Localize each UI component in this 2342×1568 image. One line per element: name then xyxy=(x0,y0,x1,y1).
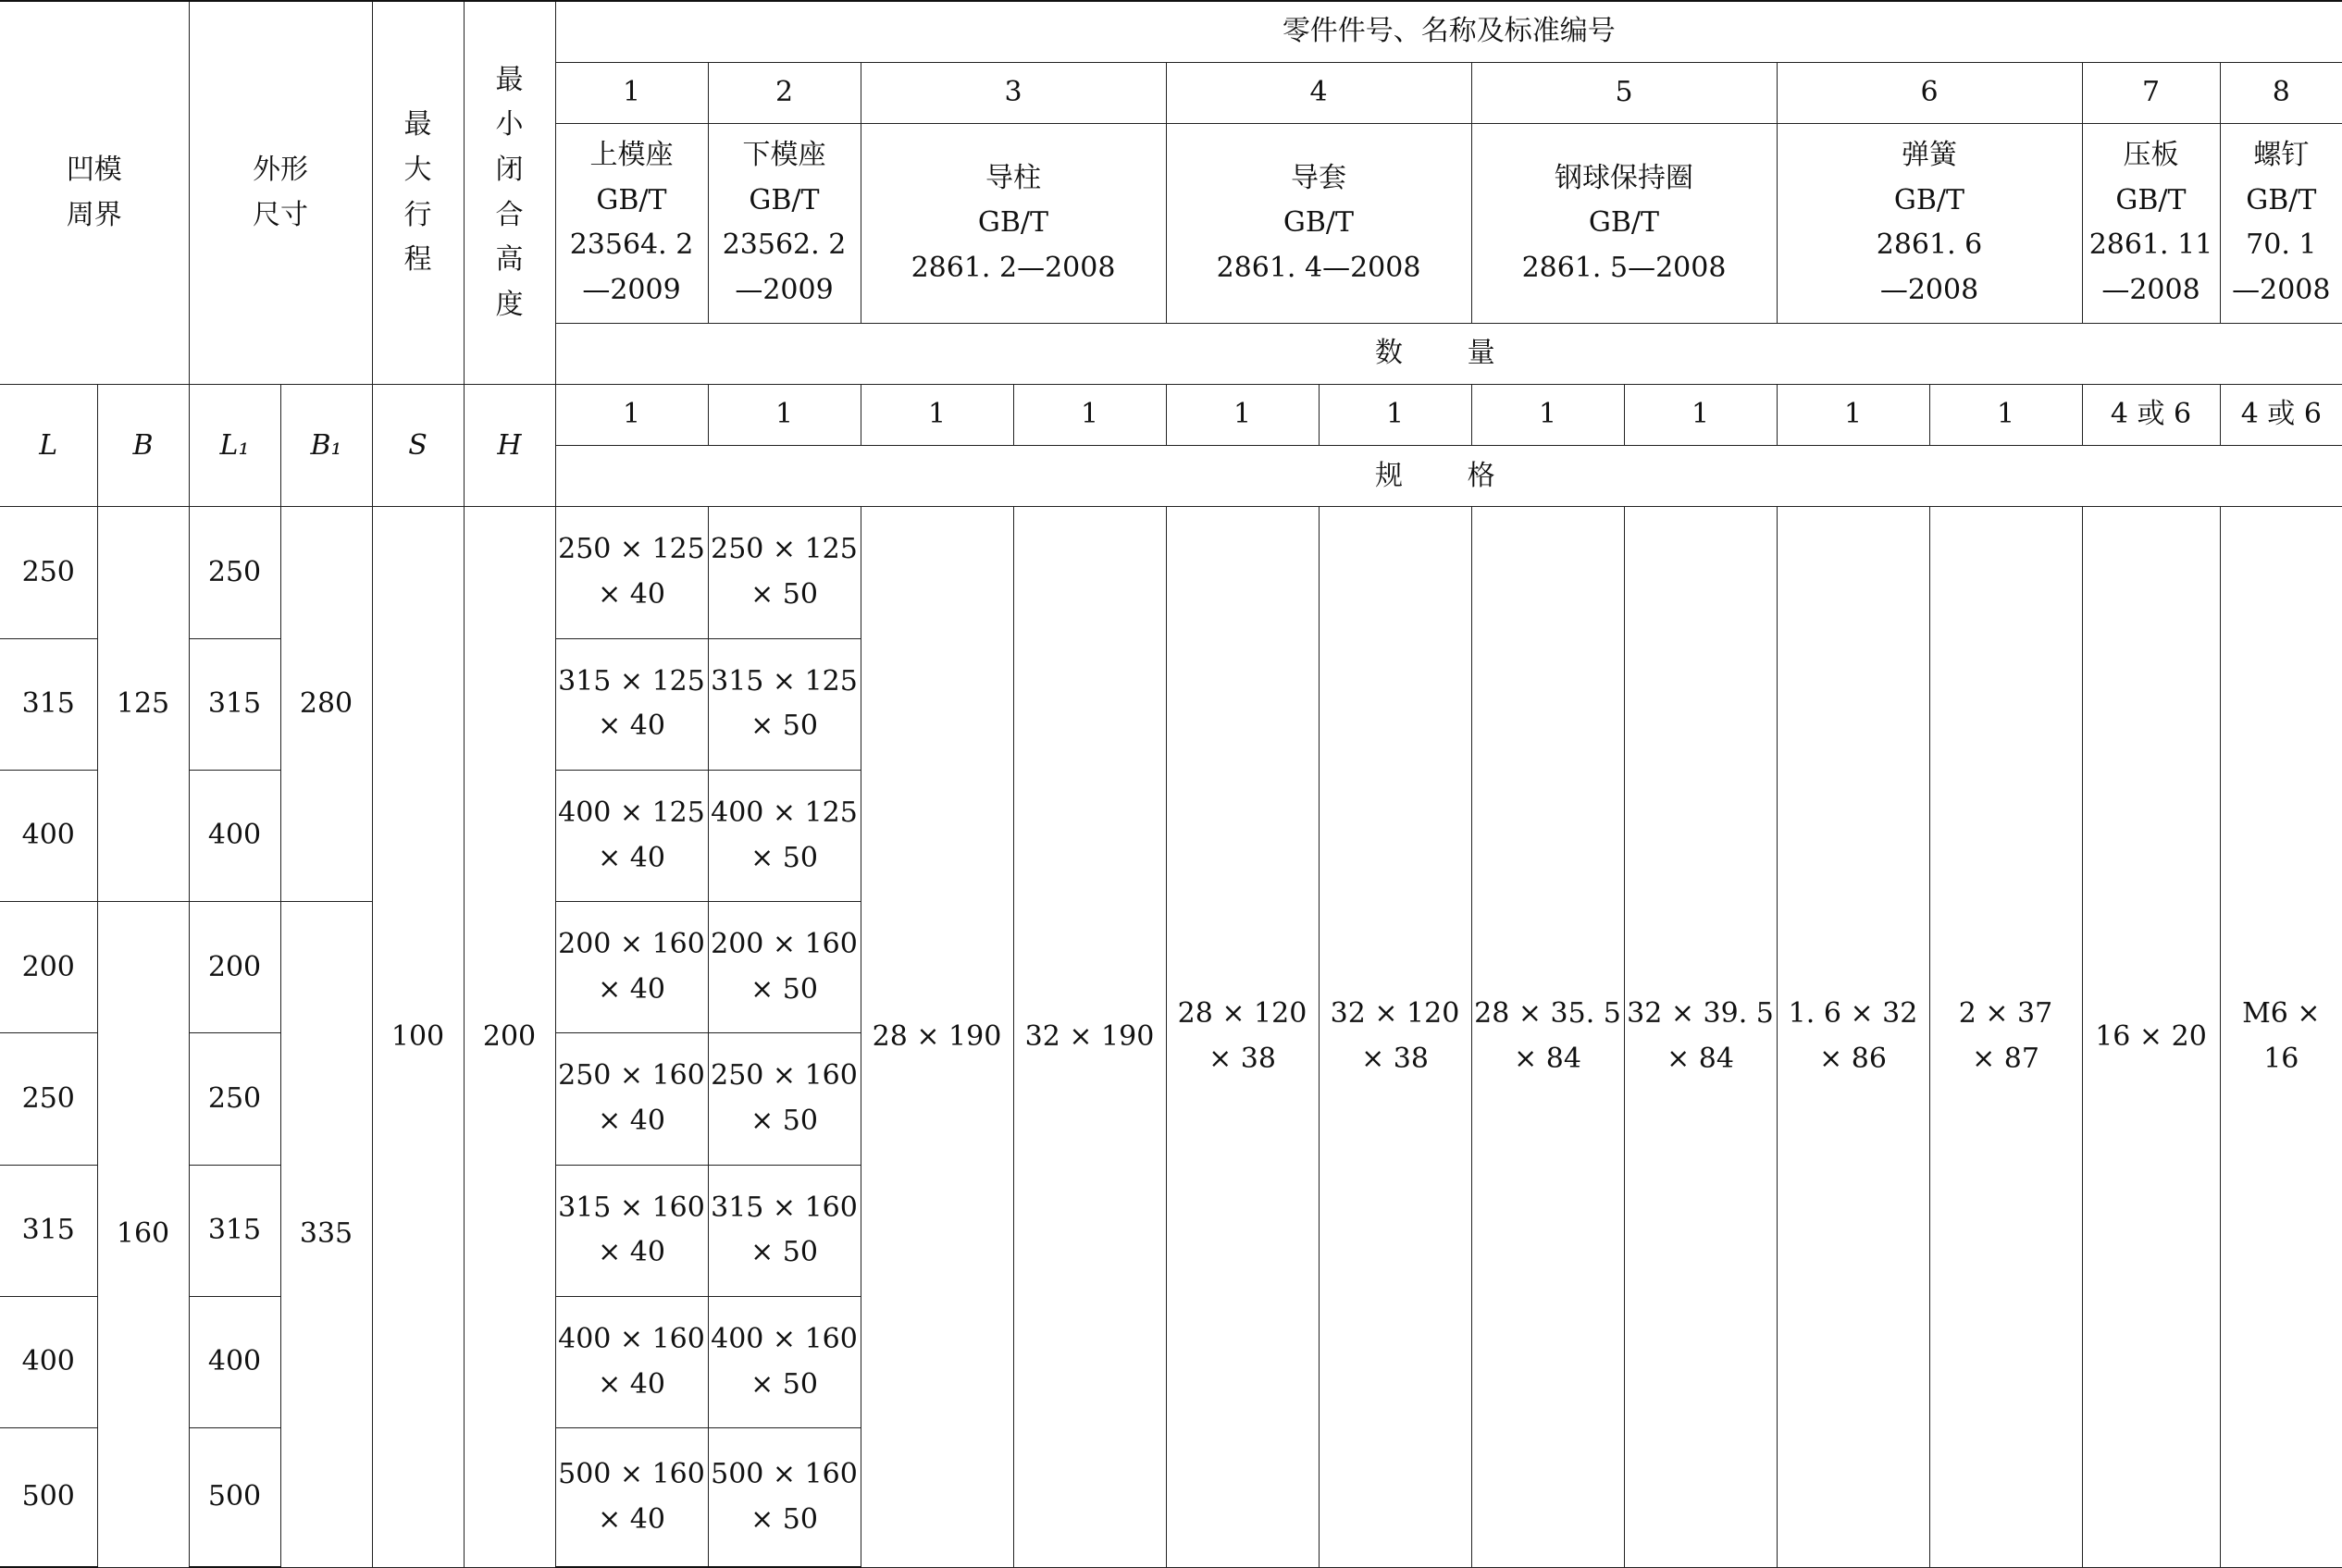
quantity-cell: 1 xyxy=(1929,385,2082,446)
quantity-cell: 1 xyxy=(708,385,861,446)
cell-L1: 400 xyxy=(189,770,280,901)
cell-L1: 400 xyxy=(189,1296,280,1427)
part-name-standard: 钢球保持圈 GB/T 2861. 5—2008 xyxy=(1471,123,1777,323)
upper-die-seat-spec: 315 × 160 × 40 xyxy=(555,1165,708,1296)
quantity-cell: 1 xyxy=(1624,385,1777,446)
guide-bush-spec: 32 × 120 × 38 xyxy=(1319,507,1471,1567)
cell-L: 315 xyxy=(0,1165,97,1296)
quantity-cell: 1 xyxy=(1013,385,1166,446)
cell-B: 160 xyxy=(97,902,189,1567)
cell-L1: 500 xyxy=(189,1428,280,1567)
symbol-B1: B₁ xyxy=(280,385,372,507)
cell-L: 250 xyxy=(0,507,97,638)
lower-die-seat-spec: 250 × 125 × 50 xyxy=(708,507,861,638)
guide-bush-spec: 28 × 120 × 38 xyxy=(1166,507,1319,1567)
cell-L1: 200 xyxy=(189,902,280,1033)
ball-cage-spec: 32 × 39. 5 × 84 xyxy=(1624,507,1777,1567)
lower-die-seat-spec: 400 × 160 × 50 xyxy=(708,1296,861,1427)
part-number: 3 xyxy=(861,62,1166,123)
upper-die-seat-spec: 250 × 125 × 40 xyxy=(555,507,708,638)
quantity-header: 数 量 xyxy=(555,324,2342,385)
part-number: 1 xyxy=(555,62,708,123)
quantity-cell: 1 xyxy=(861,385,1013,446)
part-number: 4 xyxy=(1166,62,1471,123)
part-number: 7 xyxy=(2082,62,2220,123)
cell-L: 200 xyxy=(0,902,97,1033)
outline-size-header: 外形 尺寸 xyxy=(189,1,372,385)
quantity-cell: 1 xyxy=(1166,385,1319,446)
screw-spec: M6 × 16 xyxy=(2220,507,2342,1567)
lower-die-seat-spec: 315 × 160 × 50 xyxy=(708,1165,861,1296)
upper-die-seat-spec: 200 × 160 × 40 xyxy=(555,902,708,1033)
upper-die-seat-spec: 315 × 125 × 40 xyxy=(555,638,708,770)
cell-S: 100 xyxy=(372,507,464,1567)
part-name-standard: 上模座 GB/T 23564. 2 —2009 xyxy=(555,123,708,323)
die-perimeter-header: 凹模 周界 xyxy=(0,1,189,385)
lower-die-seat-spec: 500 × 160 × 50 xyxy=(708,1428,861,1567)
upper-die-seat-spec: 250 × 160 × 40 xyxy=(555,1033,708,1165)
cell-B1: 280 xyxy=(280,507,372,902)
max-stroke-header: 最 大 行 程 xyxy=(372,1,464,385)
cell-L: 250 xyxy=(0,1033,97,1165)
guide-pillar-spec: 32 × 190 xyxy=(1013,507,1166,1567)
lower-die-seat-spec: 315 × 125 × 50 xyxy=(708,638,861,770)
cell-B: 125 xyxy=(97,507,189,902)
lower-die-seat-spec: 250 × 160 × 50 xyxy=(708,1033,861,1165)
symbol-B: B xyxy=(97,385,189,507)
part-name-standard: 压板 GB/T 2861. 11 —2008 xyxy=(2082,123,2220,323)
ball-cage-spec: 28 × 35. 5 × 84 xyxy=(1471,507,1624,1567)
lower-die-seat-spec: 200 × 160 × 50 xyxy=(708,902,861,1033)
cell-L1: 315 xyxy=(189,1165,280,1296)
cell-L: 400 xyxy=(0,770,97,901)
guide-pillar-spec: 28 × 190 xyxy=(861,507,1013,1567)
part-name-standard: 弹簧 GB/T 2861. 6 —2008 xyxy=(1777,123,2082,323)
upper-die-seat-spec: 400 × 125 × 40 xyxy=(555,770,708,901)
part-number: 8 xyxy=(2220,62,2342,123)
upper-die-seat-spec: 400 × 160 × 40 xyxy=(555,1296,708,1427)
cell-B1: 335 xyxy=(280,902,372,1567)
part-number: 2 xyxy=(708,62,861,123)
lower-die-seat-spec: 400 × 125 × 50 xyxy=(708,770,861,901)
cell-L1: 315 xyxy=(189,638,280,770)
quantity-cell: 1 xyxy=(555,385,708,446)
symbol-L: L xyxy=(0,385,97,507)
cell-L: 500 xyxy=(0,1428,97,1567)
part-number: 6 xyxy=(1777,62,2082,123)
quantity-cell: 1 xyxy=(1319,385,1471,446)
part-name-standard: 导柱 GB/T 2861. 2—2008 xyxy=(861,123,1166,323)
cell-L: 315 xyxy=(0,638,97,770)
spec-header: 规 格 xyxy=(555,446,2342,507)
cell-L1: 250 xyxy=(189,507,280,638)
pressing-plate-spec: 16 × 20 xyxy=(2082,507,2220,1567)
part-name-standard: 导套 GB/T 2861. 4—2008 xyxy=(1166,123,1471,323)
quantity-cell: 4 或 6 xyxy=(2082,385,2220,446)
part-number: 5 xyxy=(1471,62,1777,123)
part-name-standard: 下模座 GB/T 23562. 2 —2009 xyxy=(708,123,861,323)
cell-L1: 250 xyxy=(189,1033,280,1165)
cell-L: 400 xyxy=(0,1296,97,1427)
symbol-H: H xyxy=(464,385,555,507)
parts-header: 零件件号、名称及标准编号 xyxy=(555,1,2342,62)
upper-die-seat-spec: 500 × 160 × 40 xyxy=(555,1428,708,1567)
spring-spec: 2 × 37 × 87 xyxy=(1929,507,2082,1567)
cell-H: 200 xyxy=(464,507,555,1567)
symbol-L1: L₁ xyxy=(189,385,280,507)
quantity-cell: 4 或 6 xyxy=(2220,385,2342,446)
spring-spec: 1. 6 × 32 × 86 xyxy=(1777,507,1929,1567)
quantity-cell: 1 xyxy=(1777,385,1929,446)
symbol-S: S xyxy=(372,385,464,507)
min-closed-height-header: 最 小 闭 合 高 度 xyxy=(464,1,555,385)
quantity-cell: 1 xyxy=(1471,385,1624,446)
part-name-standard: 螺钉 GB/T 70. 1 —2008 xyxy=(2220,123,2342,323)
